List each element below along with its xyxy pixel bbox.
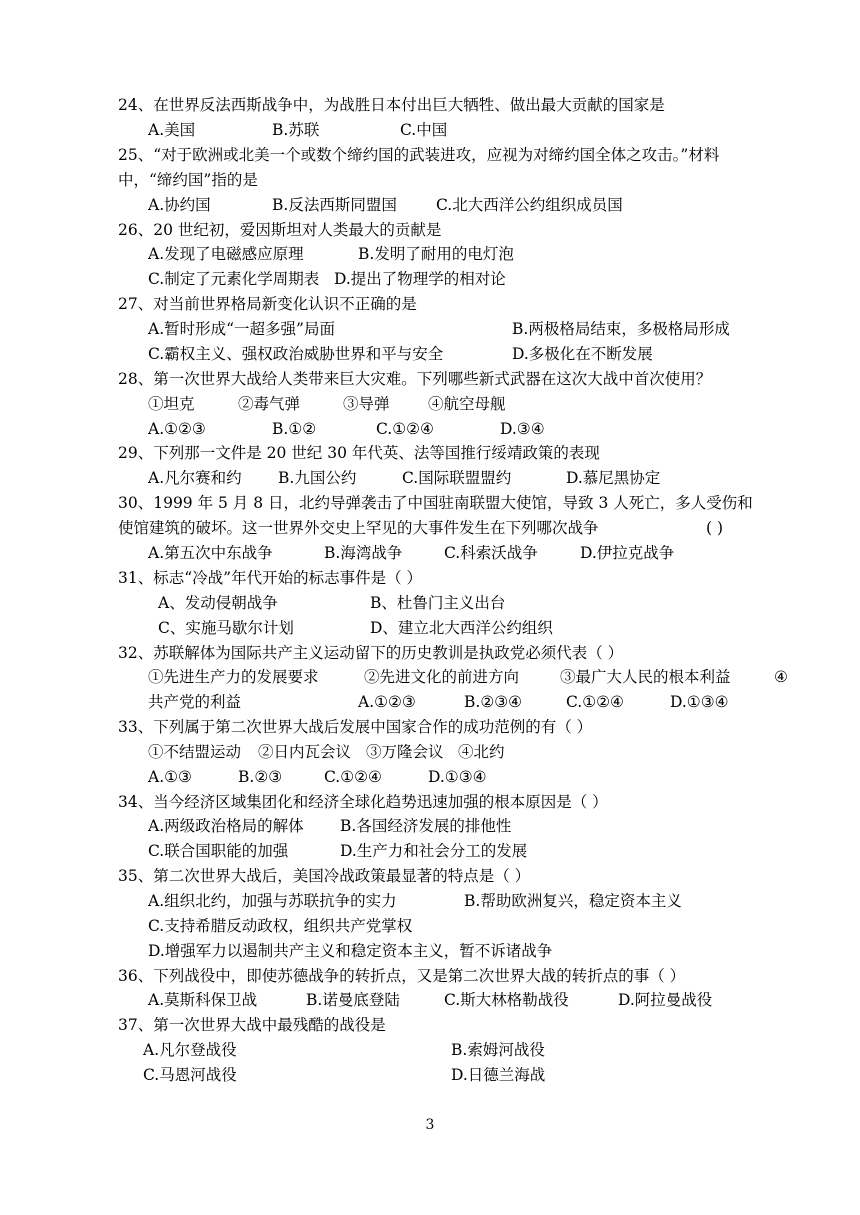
line-text: 32、苏联解体为国际共产主义运动留下的历史教训是执政党必须代表（ ） (118, 644, 624, 662)
line-text: 34、当今经济区域集团化和经济全球化趋势迅速加强的根本原因是（ ） (118, 793, 608, 811)
line-text: C.国际联盟盟约 (402, 469, 512, 487)
line-text: C.科索沃战争 (444, 544, 538, 562)
line-text: 36、下列战役中，即使苏德战争的转折点，又是第二次世界大战的转折点的事（ ） (118, 967, 686, 985)
line-text: ①先进生产力的发展要求 (148, 668, 319, 686)
line-text: ③最广大人民的根本利益 (560, 668, 731, 686)
line-text: D.慕尼黑协定 (566, 469, 661, 487)
line-text: A.①②③ (358, 693, 416, 711)
line-text: D.提出了物理学的相对论 (334, 270, 506, 288)
line-text: D.阿拉曼战役 (618, 991, 713, 1009)
line-text: C.制定了元素化学周期表 (148, 270, 320, 288)
line-text: A.①②③ (148, 420, 206, 438)
line-text: 26、20 世纪初，爱因斯坦对人类最大的贡献是 (118, 221, 442, 239)
line-text: ④ (774, 668, 788, 686)
line-text: ④航空母舰 (428, 395, 506, 413)
line-text: B.苏联 (272, 121, 320, 139)
line-text: B.九国公约 (278, 469, 357, 487)
line-text: 27、对当前世界格局新变化认识不正确的是 (118, 295, 417, 313)
line-text: B.反法西斯同盟国 (272, 196, 397, 214)
line-text: B.①② (272, 420, 317, 438)
line-text: A.发现了电磁感应原理 (148, 245, 304, 263)
line-text: A.莫斯科保卫战 (148, 991, 258, 1009)
line-text: A、发动侵朝战争 (158, 594, 278, 612)
line-text: 29、下列那一文件是 20 世纪 30 年代英、法等国推行绥靖政策的表现 (118, 444, 600, 462)
line-text: D.①③④ (670, 693, 729, 711)
line-text: A.第五次中东战争 (148, 544, 273, 562)
line-text: B.②③④ (464, 693, 523, 711)
line-text: C.斯大林格勒战役 (444, 991, 569, 1009)
line-text: 中，“缔约国”指的是 (118, 171, 258, 189)
line-text: ②日内瓦会议 (258, 743, 352, 761)
line-text: A.①③ (148, 768, 192, 786)
line-text: ①不结盟运动 (148, 743, 242, 761)
line-text: C.联合国职能的加强 (148, 842, 289, 860)
line-text: C.支持希腊反动政权，组织共产党掌权 (148, 917, 413, 935)
line-text: C.霸权主义、强权政治威胁世界和平与安全 (148, 345, 444, 363)
line-text: 37、第一次世界大战中最残酷的战役是 (118, 1016, 386, 1034)
line-text: 31、标志“冷战”年代开始的标志事件是（ ） (118, 569, 422, 587)
line-text: C.中国 (400, 121, 448, 139)
line-text: 28、第一次世界大战给人类带来巨大灾难。下列哪些新式武器在这次大战中首次使用？ (118, 370, 712, 388)
line-text: ③导弹 (343, 395, 390, 413)
line-text: B.索姆河战役 (451, 1041, 545, 1059)
line-text: C.马恩河战役 (143, 1066, 237, 1084)
line-text: B.帮助欧洲复兴，稳定资本主义 (464, 892, 682, 910)
line-text: D.①③④ (428, 768, 487, 786)
line-text: A.凡尔赛和约 (148, 469, 242, 487)
line-text: B.诺曼底登陆 (306, 991, 400, 1009)
line-text: 使馆建筑的破坏。这一世界外交史上罕见的大事件发生在下列哪次战争 (118, 519, 599, 537)
line-text: ②毒气弹 (238, 395, 301, 413)
line-text: B.海湾战争 (324, 544, 403, 562)
line-text: B.②③ (238, 768, 283, 786)
line-text: D.伊拉克战争 (580, 544, 675, 562)
page-number: 3 (425, 1117, 435, 1133)
line-text: ④北约 (458, 743, 505, 761)
line-text: A.组织北约，加强与苏联抗争的实力 (148, 892, 397, 910)
line-text: A.协约国 (148, 196, 211, 214)
line-text: ②先进文化的前进方向 (364, 668, 520, 686)
line-text: B.两极格局结束，多极格局形成 (512, 320, 730, 338)
line-text: 共产党的利益 (148, 693, 242, 711)
line-text: 33、下列属于第二次世界大战后发展中国家合作的成功范例的有（ ） (118, 718, 593, 736)
line-text: A.暂时形成“一超多强”局面 (148, 320, 335, 338)
line-text: D.③④ (500, 420, 545, 438)
line-text: 35、第二次世界大战后，美国冷战政策最显著的特点是（ ） (118, 867, 531, 885)
line-text: D.生产力和社会分工的发展 (340, 842, 528, 860)
line-text: C、实施马歇尔计划 (158, 619, 294, 637)
line-text: B、杜鲁门主义出台 (370, 594, 506, 612)
line-text: A.美国 (148, 121, 196, 139)
line-text: 30、1999 年 5 月 8 日，北约导弹袭击了中国驻南联盟大使馆，导致 3 人死亡，多人受伤和 (118, 494, 753, 512)
line-text: D、建立北大西洋公约组织 (370, 619, 553, 637)
line-text: A.凡尔登战役 (143, 1041, 237, 1059)
line-text: A.两级政治格局的解体 (148, 817, 304, 835)
line-text: 24、在世界反法西斯战争中，为战胜日本付出巨大牺牲、做出最大贡献的国家是 (118, 96, 665, 114)
line-text: C.北大西洋公约组织成员国 (436, 196, 623, 214)
line-text: ①坦克 (148, 395, 195, 413)
line-text: ③万隆会议 (366, 743, 444, 761)
line-text: D.增强军力以遏制共产主义和稳定资本主义，暂不诉诸战争 (148, 942, 553, 960)
line-text: B.各国经济发展的排他性 (340, 817, 512, 835)
line-text: D.日德兰海战 (451, 1066, 546, 1084)
line-text: 25、“对于欧洲或北美一个或数个缔约国的武装进攻，应视为对缔约国全体之攻击。”材料 (118, 146, 720, 164)
line-text: ( ) (706, 519, 724, 537)
line-text: C.①②④ (376, 420, 434, 438)
line-text: B.发明了耐用的电灯泡 (358, 245, 514, 263)
line-text: D.多极化在不断发展 (512, 345, 653, 363)
line-text: C.①②④ (324, 768, 382, 786)
line-text: C.①②④ (566, 693, 624, 711)
